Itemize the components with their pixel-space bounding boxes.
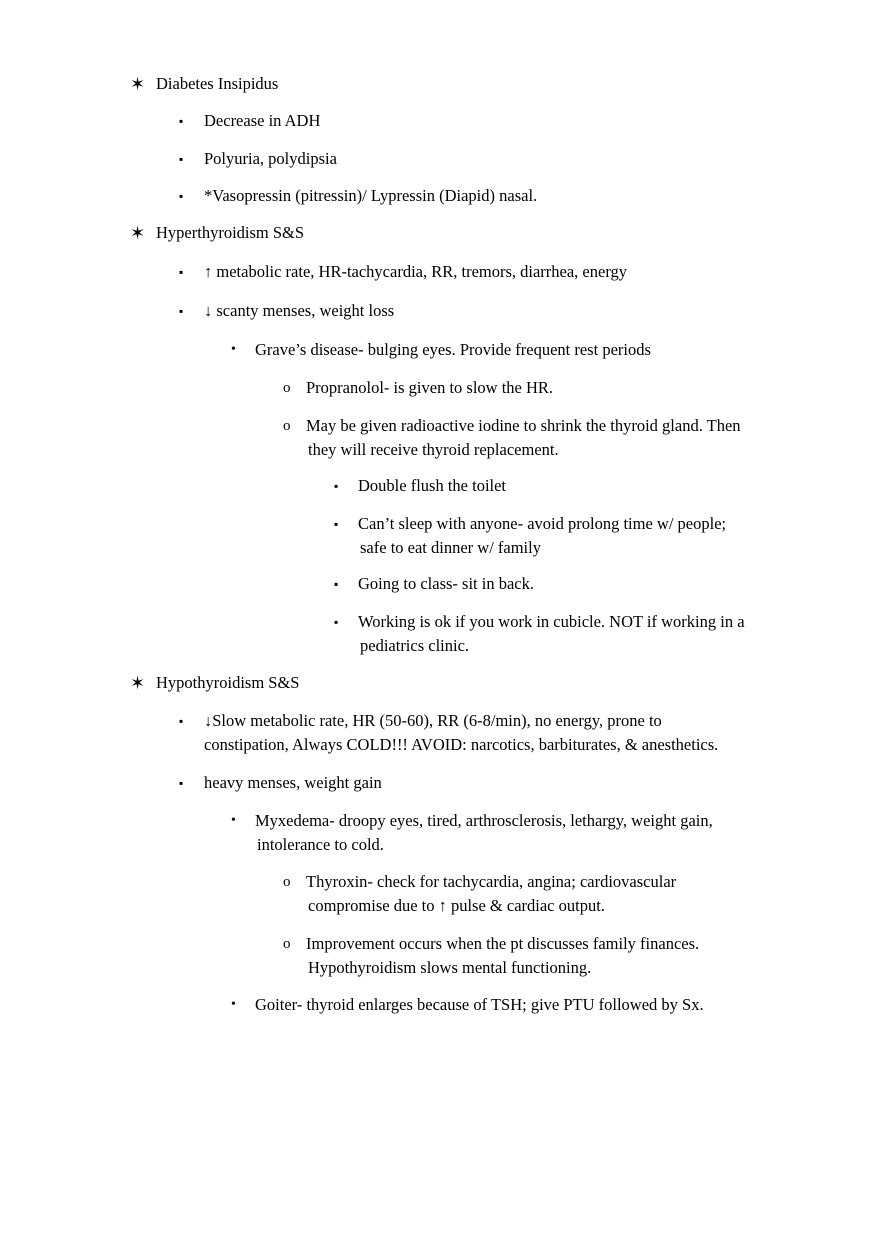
list-item: ▪ ↓Slow metabolic rate, HR (50-60), RR (6-8/min), no energy, prone to constipation, Always COLD!!! AVOID: narcotics, barbiturates, & anesthetics. <box>179 711 719 754</box>
dot-bullet-icon: • <box>231 997 236 1012</box>
circle-bullet-icon: o <box>283 936 291 952</box>
list-item: ▪ Working is ok if you work in cubicle. NOT if working in a pediatrics clinic. <box>334 612 745 655</box>
star-bullet-icon: ✶ <box>130 74 146 94</box>
star-bullet-icon: ✶ <box>130 223 146 243</box>
square-bullet-icon: ▪ <box>179 776 184 790</box>
list-item: ▪ ↓ scanty menses, weight loss <box>180 299 394 323</box>
list-item: ▪ ↑ metabolic rate, HR-tachycardia, RR, tremors, diarrhea, energy <box>180 260 627 284</box>
list-item: ▪ heavy menses, weight gain <box>180 771 382 795</box>
list-item: o Propranolol- is given to slow the HR. <box>284 376 553 400</box>
list-item: ▪ Going to class- sit in back. <box>335 572 534 596</box>
list-item-myxedema: • Myxedema- droopy eyes, tired, arthrosclerosis, lethargy, weight gain, intolerance to cold. <box>231 811 713 854</box>
square-bullet-icon: ▪ <box>334 615 339 629</box>
list-item: ▪ Decrease in ADH <box>180 109 320 133</box>
square-bullet-icon: ▪ <box>334 517 339 531</box>
dot-bullet-icon: • <box>231 813 236 828</box>
star-bullet-icon: ✶ <box>130 673 146 693</box>
square-bullet-icon: ▪ <box>334 577 339 591</box>
list-item: ▪ Can’t sleep with anyone- avoid prolong time w/ people; safe to eat dinner w/ family <box>334 514 727 557</box>
square-bullet-icon: ▪ <box>334 479 339 493</box>
square-bullet-icon: ▪ <box>179 152 184 166</box>
heading-hyperthyroidism: ✶ Hyperthyroidism S&S <box>130 223 305 243</box>
square-bullet-icon: ▪ <box>179 304 184 318</box>
list-item-graves-disease: • Grave’s disease- bulging eyes. Provide frequent rest periods <box>232 338 651 362</box>
circle-bullet-icon: o <box>283 874 291 890</box>
square-bullet-icon: ▪ <box>179 189 184 203</box>
list-item: o Thyroxin- check for tachycardia, angina; cardiovascular compromise due to ↑ pulse & cardiac output. <box>283 872 677 915</box>
square-bullet-icon: ▪ <box>179 265 184 279</box>
list-item: o Improvement occurs when the pt discusses family finances. Hypothyroidism slows mental functioning. <box>283 934 700 977</box>
heading-diabetes-insipidus: ✶ Diabetes Insipidus <box>130 74 279 94</box>
circle-bullet-icon: o <box>283 418 291 434</box>
list-item: ▪ *Vasopressin (pitressin)/ Lypressin (Diapid) nasal. <box>180 184 537 208</box>
list-item: ▪ Polyuria, polydipsia <box>180 147 337 171</box>
list-item-goiter: • Goiter- thyroid enlarges because of TSH; give PTU followed by Sx. <box>232 993 704 1017</box>
list-item: o May be given radioactive iodine to shrink the thyroid gland. Then they will receive thyroid replacement. <box>283 416 741 459</box>
circle-bullet-icon: o <box>283 380 291 396</box>
list-item: ▪ Double flush the toilet <box>335 474 506 498</box>
square-bullet-icon: ▪ <box>179 714 184 728</box>
dot-bullet-icon: • <box>231 342 236 357</box>
heading-hypothyroidism: ✶ Hypothyroidism S&S <box>130 673 300 693</box>
square-bullet-icon: ▪ <box>179 114 184 128</box>
